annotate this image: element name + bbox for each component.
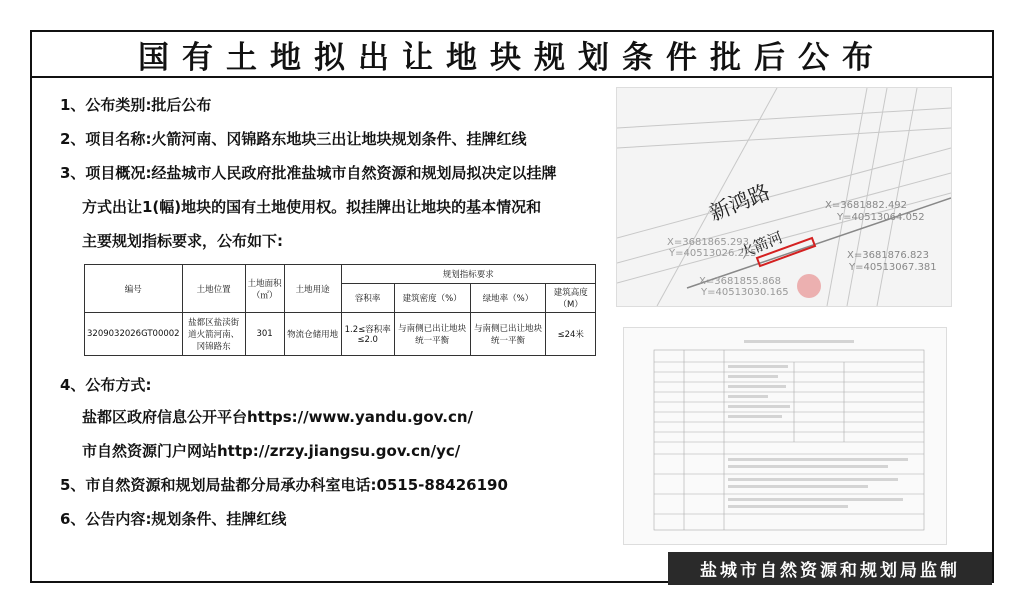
th-number: 编号: [85, 265, 183, 313]
document-scan: [624, 328, 946, 544]
item-category: 1、公布类别:批后公布: [60, 96, 212, 114]
table-row: [85, 313, 596, 356]
item-phone: 5、市自然资源和规划局盐都分局承办科室电话:0515-88426190: [60, 476, 508, 494]
th-height: 建筑高度（M）: [546, 284, 596, 313]
coord-3b: Y=40513026.225: [669, 248, 757, 259]
cell-location: 盐都区盐渎街道火箭河南、冈锦路东: [182, 313, 245, 356]
coord-3: X=3681865.293: [667, 237, 750, 248]
th-area: 土地面积（㎡）: [245, 265, 284, 313]
coord-1b: Y=40513064.052: [837, 212, 925, 223]
item-overview-cont: 方式出让1(幅)地块的国有土地使用权。拟挂牌出让地块的基本情况和: [82, 198, 542, 216]
footer-badge: 盐城市自然资源和规划局监制: [668, 552, 992, 585]
coord-4: X=3681855.868: [699, 276, 782, 287]
coord-4b: Y=40513030.165: [701, 287, 789, 298]
road-label: 新鸿路: [705, 179, 774, 226]
cell-use: 物流仓储用地: [284, 313, 341, 356]
th-green: 绿地率（%）: [470, 284, 546, 313]
item-overview-cont2: 主要规划指标要求，公布如下:: [82, 232, 283, 250]
coord-2: X=3681876.823: [847, 250, 930, 261]
planning-table: [84, 264, 596, 356]
river-label: 火箭河: [736, 228, 786, 262]
site-map-image: [616, 87, 952, 307]
site-map: [617, 88, 951, 306]
page-title: 国有土地拟出让地块规划条件批后公布: [138, 39, 886, 76]
item-method: 4、公布方式:: [60, 376, 152, 394]
cell-far: 1.2≤容积率≤2.0: [341, 313, 394, 356]
th-density: 建筑密度（%）: [394, 284, 470, 313]
th-requirements: 规划指标要求: [341, 265, 595, 284]
notice-frame: [30, 30, 994, 583]
th-location: 土地位置: [182, 265, 245, 313]
item-project-name: 2、项目名称:火箭河南、冈锦路东地块三出让地块规划条件、挂牌红线: [60, 130, 527, 148]
th-use: 土地用途: [284, 265, 341, 313]
coord-2b: Y=40513067.381: [849, 262, 937, 273]
cell-number: 3209032026GT00002: [85, 313, 183, 356]
link-yandu[interactable]: 盐都区政府信息公开平台https://www.yandu.gov.cn/: [82, 408, 473, 426]
item-overview: 3、项目概况:经盐城市人民政府批准盐城市自然资源和规划局拟决定以挂牌: [60, 164, 557, 182]
item-content: 6、公告内容:规划条件、挂牌红线: [60, 510, 287, 528]
title-bar: [32, 32, 992, 78]
planning-document-image: [623, 327, 947, 545]
cell-green: 与南侧已出让地块统一平衡: [470, 313, 546, 356]
cell-density: 与南侧已出让地块统一平衡: [394, 313, 470, 356]
th-far: 容积率: [341, 284, 394, 313]
cell-area: 301: [245, 313, 284, 356]
link-zrzy[interactable]: 市自然资源门户网站http://zrzy.jiangsu.gov.cn/yc/: [82, 442, 461, 460]
official-seal: [797, 274, 821, 298]
coord-1: X=3681882.492: [825, 200, 908, 211]
cell-height: ≤24米: [546, 313, 596, 356]
